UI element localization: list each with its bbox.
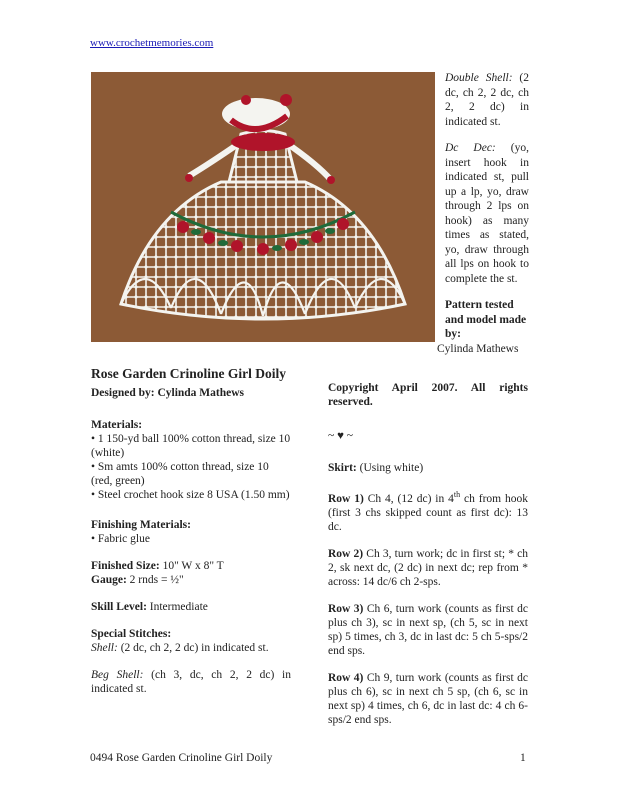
shell-def: (2 dc, ch 2, 2 dc) in indicated st. [120,642,269,654]
tester-name: Cylinda Mathews [437,342,519,355]
finishing-item: • Fabric glue [91,533,150,545]
double-shell-def: (2 dc, ch 2, 2 dc, ch 2, 2 dc) in indicated st. [445,72,529,128]
right-column [328,381,528,740]
skill-value: Intermediate [149,601,208,613]
special-stitches-heading: Special Stitches: [91,628,172,640]
gauge-value: 2 rnds = ½" [129,574,184,586]
materials-heading: Materials: [91,419,143,431]
instruction-row: Row 2) Ch 3, turn work; dc in first st; * ch 2, sk next dc, (2 dc) in next dc; rep from * across: 14 dc/6 ch 2-sps. [328,547,528,588]
skill-label: Skill Level: [91,601,147,613]
finished-size-label: Finished Size: [91,560,160,572]
gauge-label: Gauge: [91,574,127,586]
materials-item: • 1 150-yd ball 100% cotton thread, size 10 (white) [91,433,291,459]
doily-photo [91,72,435,342]
website-link[interactable]: www.crochetmemories.com [90,37,214,49]
sidebar-definitions [437,71,529,356]
left-column [91,366,291,709]
materials-item: • Sm amts 100% cotton thread, size 10 (red, green) [91,461,269,487]
instruction-row: Row 1) Ch 4, (12 dc) in 4th ch from hook (first 3 chs skipped count as first dc): 13 dc. [328,490,528,533]
pattern-title: Rose Garden Crinoline Girl Doily [91,366,286,381]
beg-shell-def: (ch 3, dc, ch 2, 2 dc) in indicated st. [91,669,292,695]
page-number: 1 [520,752,526,764]
dc-dec-term: Dc Dec: [445,142,496,154]
heart-divider: ~ ♥ ~ [328,430,354,442]
finishing-heading: Finishing Materials: [91,519,191,531]
skirt-note: (Using white) [359,462,424,474]
dc-dec-def: (yo, insert hook in indicated st, pull up a lp, yo, draw through 2 lps on hook) as many times as stated, yo, draw through all lps on hook to complete the st. [445,142,529,285]
instruction-row: Row 4) Ch 9, turn work (counts as first dc plus ch 6), sc in next ch 5 sp, (ch 6, sc in next sp) 4 times, ch 6, dc in last dc: 4 ch 6-sps/2 end sps. [328,671,528,726]
finished-size-value: 10" W x 8" T [162,560,224,572]
tested-label: Pattern tested and model made by: [445,299,527,340]
double-shell-term: Double Shell: [445,72,513,84]
beg-shell-term: Beg Shell: [91,669,144,681]
instruction-row: Row 3) Ch 6, turn work (counts as first dc plus ch 3), sc in next sp, (ch 5, sc in next sp) 5 times, ch 3, dc in last dc: 5 ch 5-sps/2 end sps. [328,602,528,657]
shell-term: Shell: [91,642,118,654]
materials-item: • Steel crochet hook size 8 USA (1.50 mm) [91,489,290,501]
skirt-label: Skirt: [328,462,357,474]
designer-line: Designed by: Cylinda Mathews [91,387,245,399]
footer-title: 0494 Rose Garden Crinoline Girl Doily [90,752,273,764]
doily-illustration [91,72,435,342]
copyright-line: Copyright April 2007. All rights reserved. [328,382,528,408]
